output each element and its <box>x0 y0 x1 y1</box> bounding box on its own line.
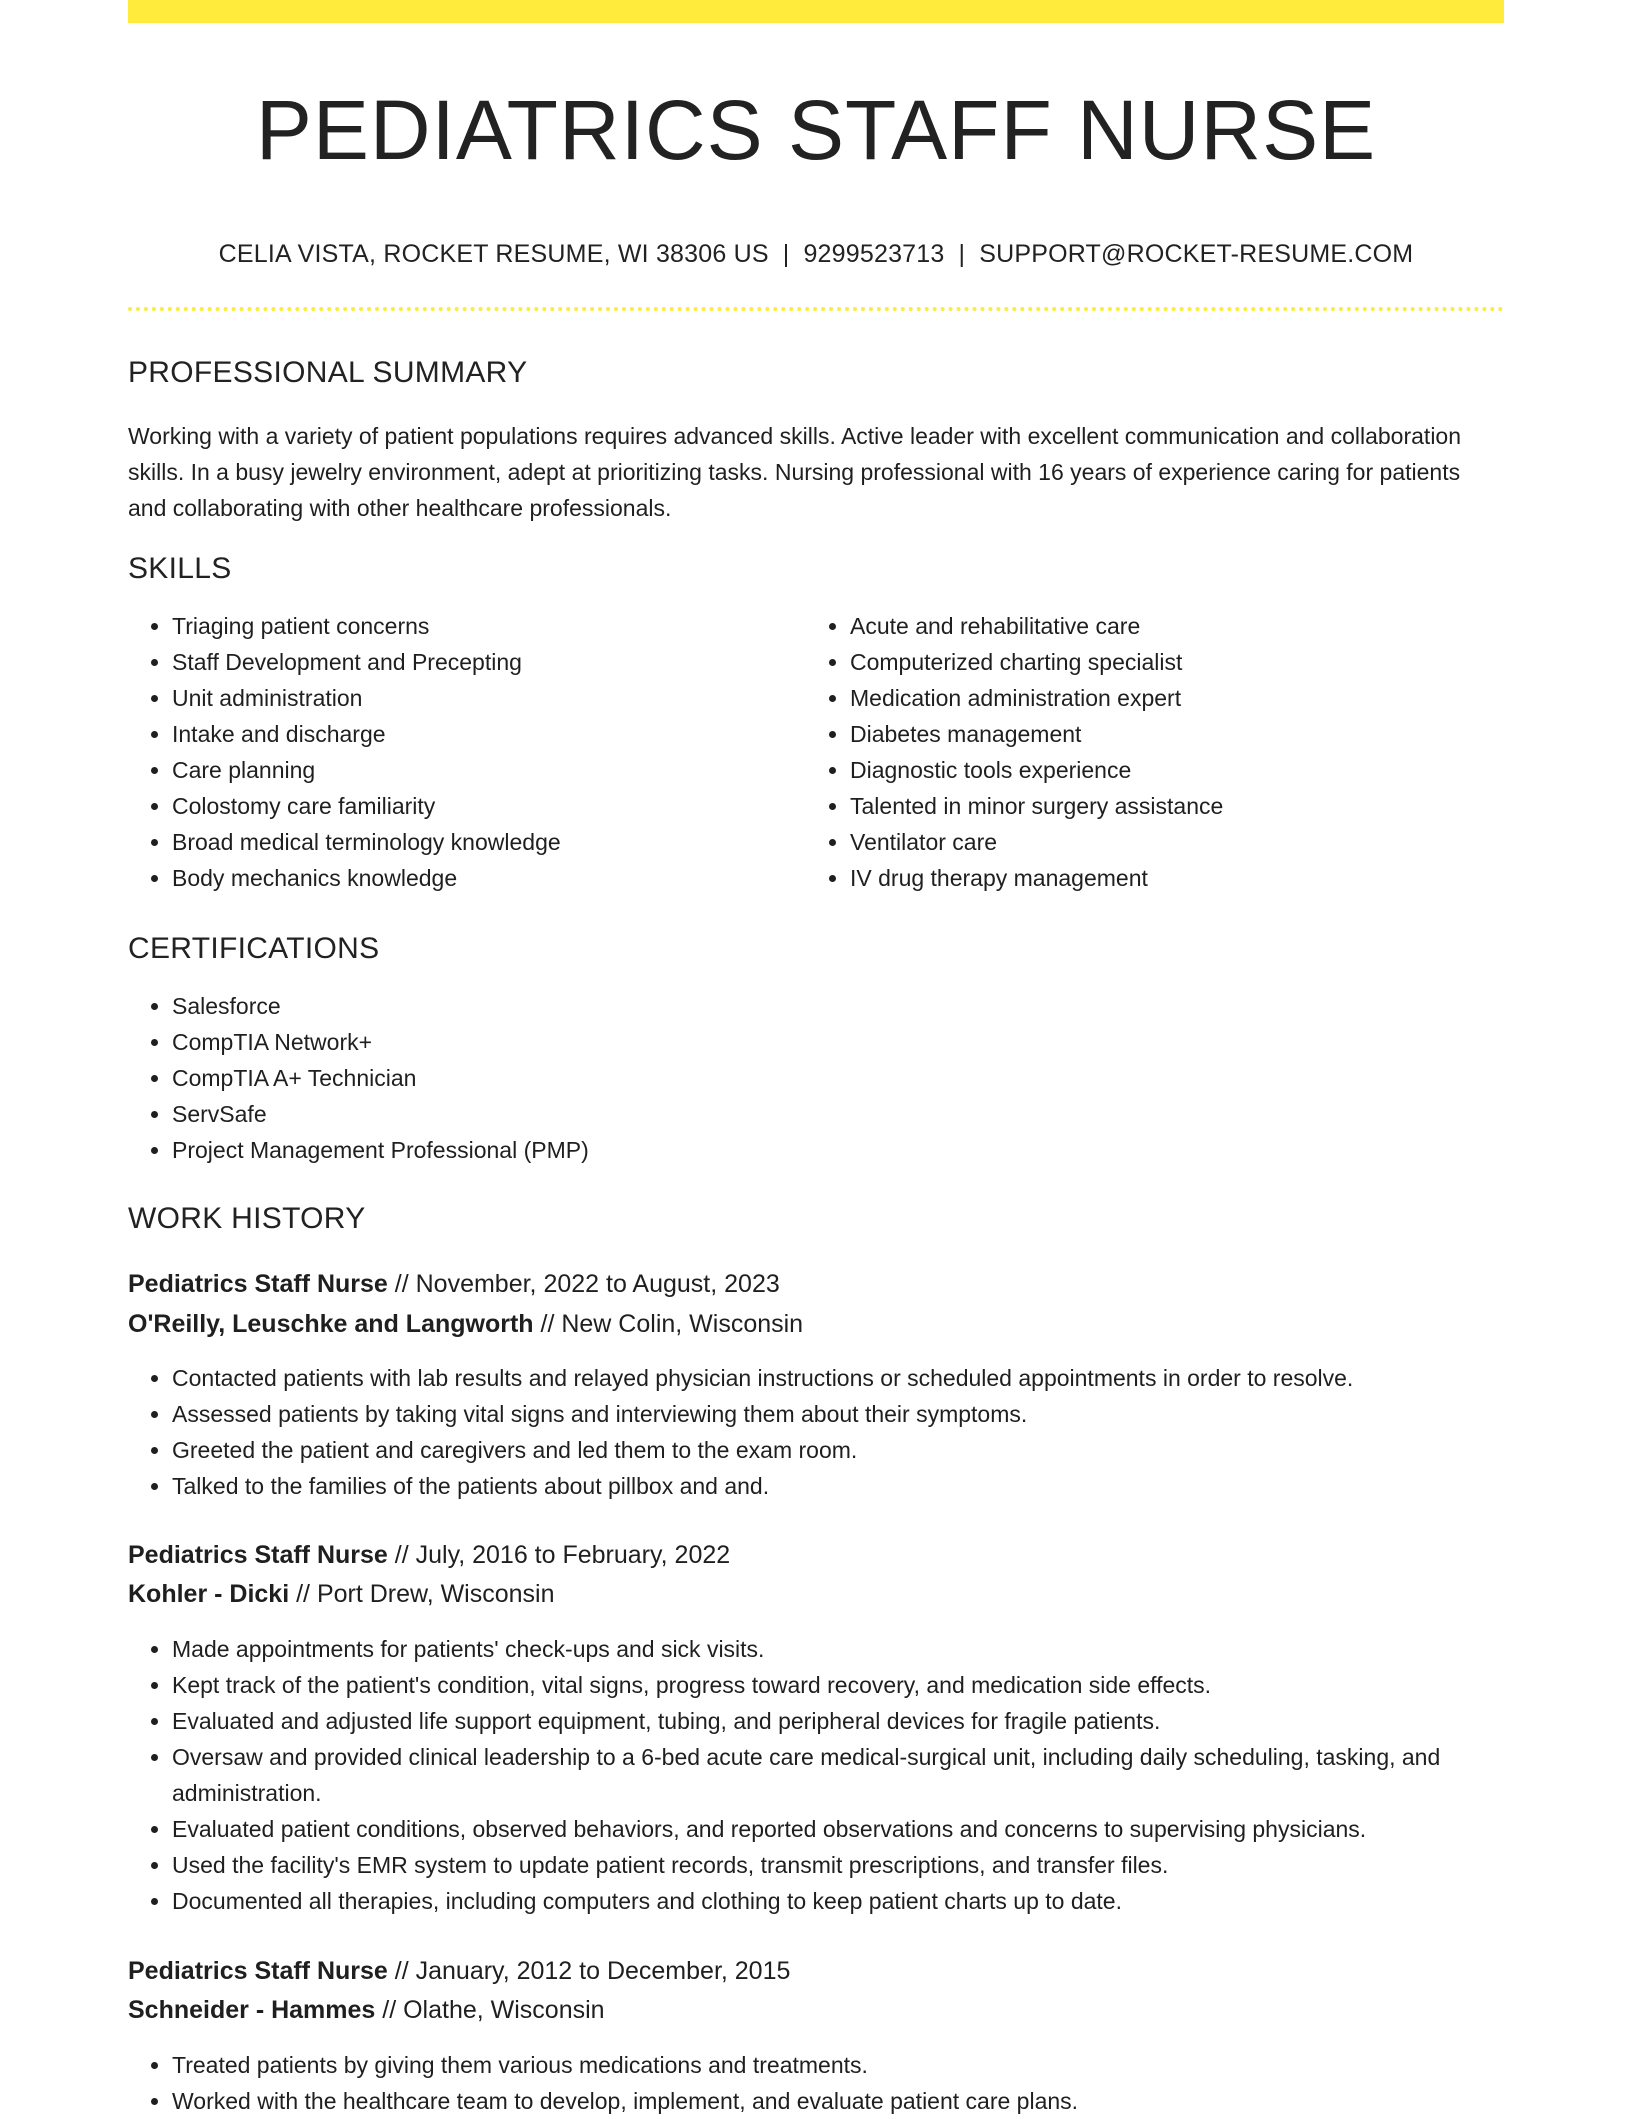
work-history-heading: WORK HISTORY <box>128 1202 366 1235</box>
list-item: • Salesforce <box>172 988 1502 1024</box>
job-dates: // July, 2016 to February, 2022 <box>387 1541 731 1569</box>
job-title-line <box>128 1537 730 1573</box>
contact-email: SUPPORT@ROCKET-RESUME.COM <box>979 240 1414 268</box>
job-duties-list <box>128 2047 1548 2119</box>
list-item: • Staff Development and Precepting <box>172 644 792 680</box>
list-item: • Broad medical terminology knowledge <box>172 824 792 860</box>
list-item: • Oversaw and provided clinical leadership to a 6-bed acute care medical-surgical unit, including daily scheduling, tasking, and administration. <box>172 1739 1548 1811</box>
summary-text: Working with a variety of patient populations requires advanced skills. Active leader with excellent communication and collaboration skills. In a busy jewelry environment, adept at prioritizing tasks. Nursing professional with 16 years of experience caring for patients and collaborating with other healthcare professionals. <box>128 423 1462 521</box>
list-item: • Evaluated and adjusted life support equipment, tubing, and peripheral devices for fragile patients. <box>172 1703 1548 1739</box>
list-item: • Contacted patients with lab results and relayed physician instructions or scheduled appointments in order to resolve. <box>172 1360 1548 1396</box>
header-divider <box>128 307 1504 311</box>
list-item: • Talented in minor surgery assistance <box>850 788 1500 824</box>
list-item: • Project Management Professional (PMP) <box>172 1132 1502 1168</box>
list-item: • Worked with the healthcare team to develop, implement, and evaluate patient care plans. <box>172 2083 1548 2119</box>
resume-title: PEDIATRICS STAFF NURSE <box>255 83 1377 177</box>
job-location: // Port Drew, Wisconsin <box>289 1580 555 1608</box>
list-item: • Unit administration <box>172 680 792 716</box>
job-duties-list <box>128 1360 1548 1504</box>
job-title-line <box>128 1953 790 1989</box>
contact-separator: | <box>782 240 790 268</box>
contact-phone: 9299523713 <box>803 240 945 268</box>
list-item: • Diagnostic tools experience <box>850 752 1500 788</box>
list-item: • Documented all therapies, including computers and clothing to keep patient charts up to date. <box>172 1883 1548 1919</box>
list-item: • CompTIA Network+ <box>172 1024 1502 1060</box>
list-item: • Colostomy care familiarity <box>172 788 792 824</box>
list-item: • Body mechanics knowledge <box>172 860 792 896</box>
job-dates: // January, 2012 to December, 2015 <box>387 1957 791 1985</box>
contact-line <box>128 236 1504 272</box>
list-item: • Diabetes management <box>850 716 1500 752</box>
job-title: Pediatrics Staff Nurse <box>128 1541 388 1569</box>
list-item: • Computerized charting specialist <box>850 644 1500 680</box>
list-item: • Care planning <box>172 752 792 788</box>
contact-separator: | <box>958 240 966 268</box>
job-dates: // November, 2022 to August, 2023 <box>387 1270 780 1298</box>
job-company: Kohler - Dicki <box>128 1580 290 1608</box>
list-item: • Ventilator care <box>850 824 1500 860</box>
list-item: • Talked to the families of the patients about pillbox and and. <box>172 1468 1548 1504</box>
list-item: • Kept track of the patient's condition, vital signs, progress toward recovery, and medication side effects. <box>172 1667 1548 1703</box>
job-title: Pediatrics Staff Nurse <box>128 1270 388 1298</box>
list-item: • Made appointments for patients' check-ups and sick visits. <box>172 1631 1548 1667</box>
job-company-line <box>128 1576 555 1612</box>
certifications-heading: CERTIFICATIONS <box>128 932 380 965</box>
skills-list-right <box>806 608 1500 896</box>
job-title: Pediatrics Staff Nurse <box>128 1957 388 1985</box>
accent-top-bar <box>128 0 1504 23</box>
list-item: • Assessed patients by taking vital signs and interviewing them about their symptoms. <box>172 1396 1548 1432</box>
skills-list-left <box>128 608 792 896</box>
list-item: • Intake and discharge <box>172 716 792 752</box>
certifications-list <box>128 988 1502 1168</box>
contact-address: CELIA VISTA, ROCKET RESUME, WI 38306 US <box>218 240 769 268</box>
skills-heading: SKILLS <box>128 552 232 585</box>
list-item: • Medication administration expert <box>850 680 1500 716</box>
list-item: • Greeted the patient and caregivers and led them to the exam room. <box>172 1432 1548 1468</box>
job-company-line <box>128 1992 605 2028</box>
list-item: • Treated patients by giving them various medications and treatments. <box>172 2047 1548 2083</box>
summary-heading: PROFESSIONAL SUMMARY <box>128 356 528 389</box>
list-item: • Used the facility's EMR system to update patient records, transmit prescriptions, and transfer files. <box>172 1847 1548 1883</box>
list-item: • Evaluated patient conditions, observed behaviors, and reported observations and concerns to supervising physicians. <box>172 1811 1548 1847</box>
job-company-line <box>128 1306 803 1342</box>
list-item: • ServSafe <box>172 1096 1502 1132</box>
list-item: • Triaging patient concerns <box>172 608 792 644</box>
list-item: • Acute and rehabilitative care <box>850 608 1500 644</box>
job-duties-list <box>128 1631 1548 1919</box>
job-company: O'Reilly, Leuschke and Langworth <box>128 1310 534 1338</box>
list-item: • IV drug therapy management <box>850 860 1500 896</box>
job-location: // New Colin, Wisconsin <box>533 1310 804 1338</box>
list-item: • CompTIA A+ Technician <box>172 1060 1502 1096</box>
job-title-line <box>128 1266 780 1302</box>
job-company: Schneider - Hammes <box>128 1996 376 2024</box>
job-location: // Olathe, Wisconsin <box>375 1996 605 2024</box>
